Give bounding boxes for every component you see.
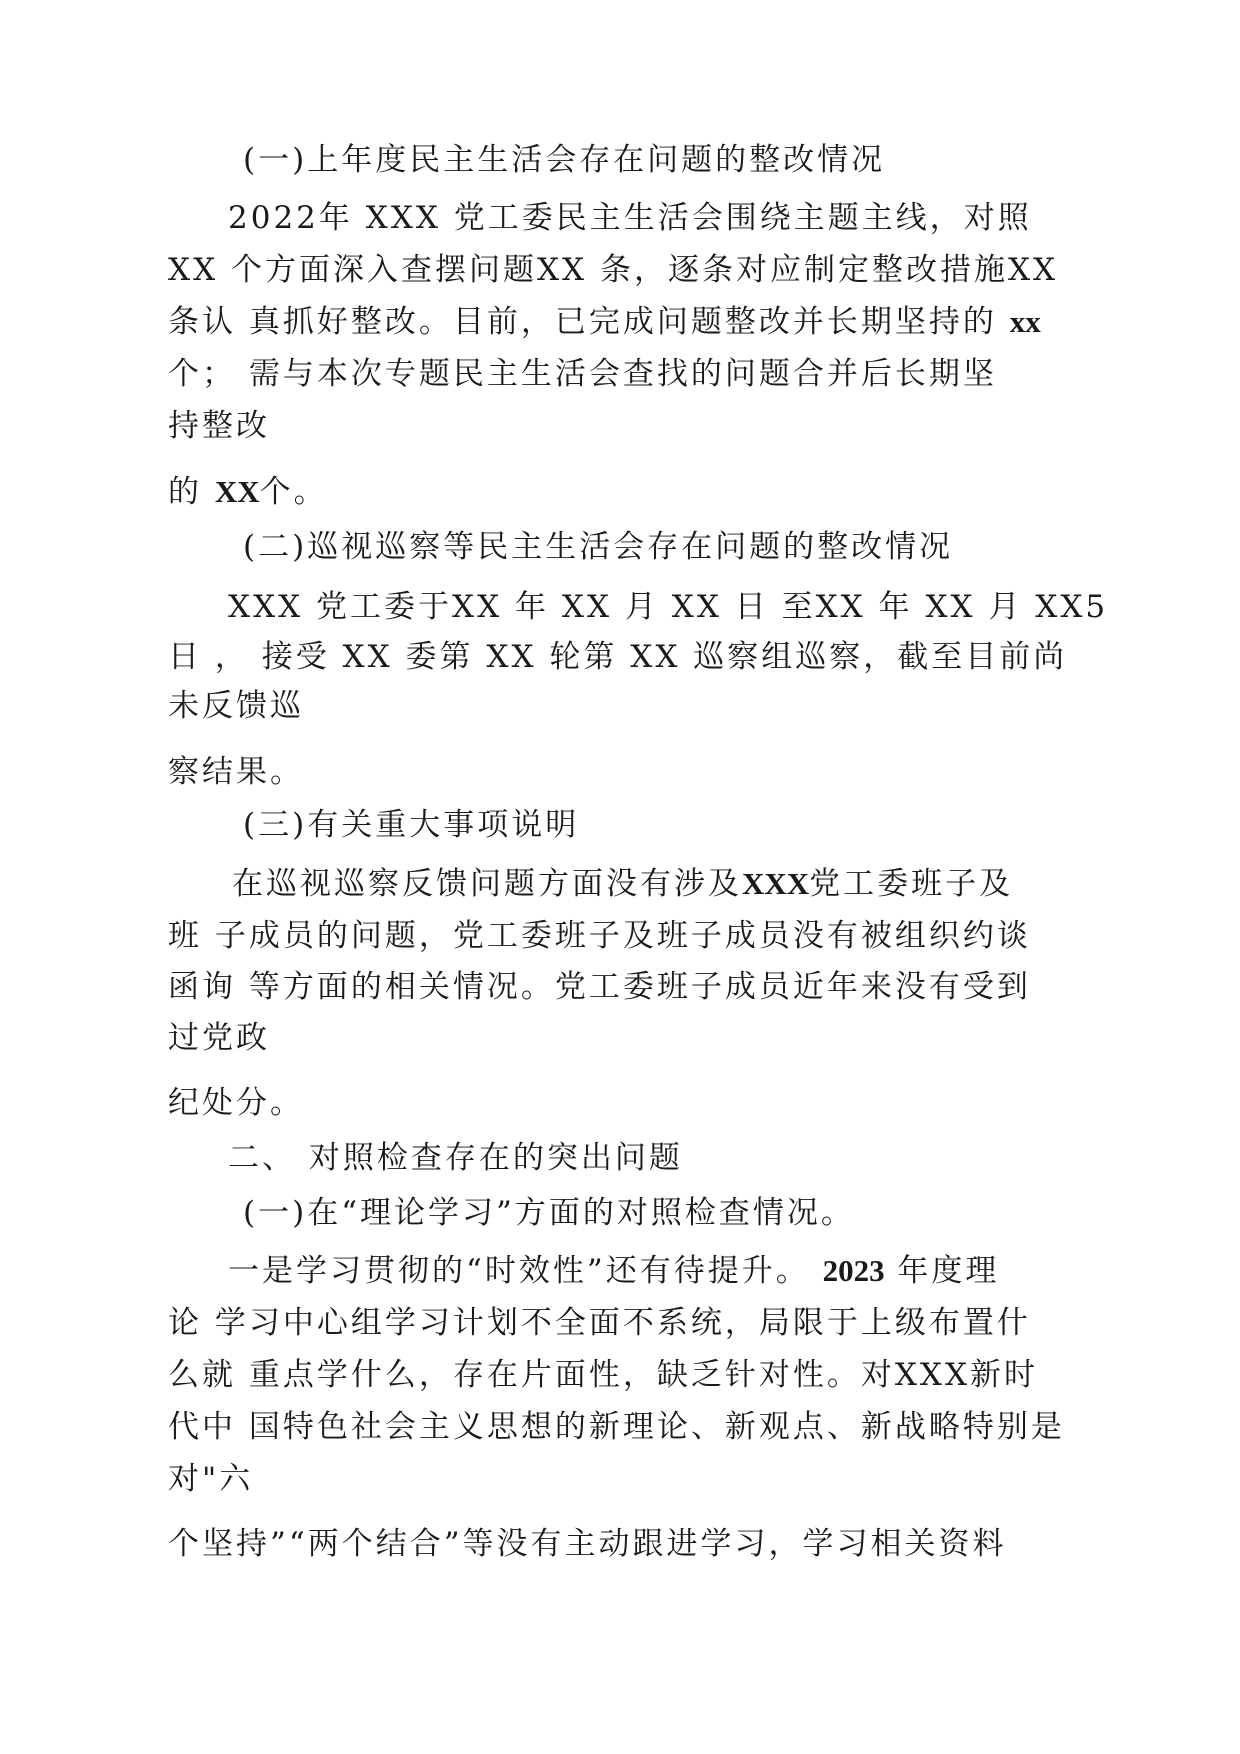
section1-line-3-text: 条认 真抓好整改。目前，已完成问题整改并长期坚持的 — [168, 304, 1010, 340]
part2-line-4: 代中 国特色社会主义思想的新理论、新观点、新战略特别是 — [168, 1409, 1065, 1445]
section1-line-1: 2022年 XXX 党工委民主生活会围绕主题主线，对照 — [228, 200, 1032, 236]
part2-line-1-post: 年度理 — [884, 1253, 1000, 1289]
section3-line-2: 班 子成员的问题，党工委班子及班子成员没有被组织约谈 — [168, 918, 1031, 954]
part2-line-1 — [228, 1251, 999, 1291]
section3-line-4: 过党政 — [168, 1020, 270, 1056]
section2-line-1: XXX 党工委于XX 年 XX 月 XX 日 至XX 年 XX 月 XX5 — [228, 589, 1109, 625]
section1-line-3 — [168, 302, 1041, 342]
section1-line-6-text: 的 — [168, 474, 215, 510]
part2-line-2: 论 学习中心组学习计划不全面不系统，局限于上级布置什 — [168, 1305, 1031, 1341]
section1-line-2: XX 个方面深入查摆问题XX 条，逐条对应制定整改措施XX — [168, 252, 1059, 288]
section2-heading: (二)巡视巡察等民主生活会存在问题的整改情况 — [243, 529, 954, 565]
section3-line-3: 函询 等方面的相关情况。党工委班子成员近年来没有受到 — [168, 969, 1031, 1005]
part2-line-6: 个坚持”“两个结合”等没有主动跟进学习，学习相关资料 — [168, 1526, 1007, 1562]
section3-line-1 — [232, 864, 1013, 904]
part2-subheading: (一)在“理论学习”方面的对照检查情况。 — [243, 1195, 855, 1231]
section3-line-1-pre: 在巡视巡察反馈问题方面没有涉及 — [232, 866, 742, 902]
part2-heading: 二、 对照检查存在的突出问题 — [228, 1140, 683, 1176]
part2-line-5: 对"六 — [168, 1461, 254, 1497]
bold-xx-upper: XX — [214, 474, 260, 509]
bold-2023: 2023 — [822, 1253, 885, 1288]
section1-tail: 个。 — [259, 474, 328, 510]
section1-line-5: 持整改 — [168, 408, 270, 444]
bold-xx-lower: xx — [1009, 304, 1041, 339]
section2-line-2: 日 ， 接受 XX 委第 XX 轮第 XX 巡察组巡察，截至目前尚 — [168, 639, 1068, 675]
section2-line-3: 未反馈巡 — [168, 688, 304, 724]
bold-xxx: XXX — [742, 866, 810, 901]
part2-line-1-pre: 一是学习贯彻的“时效性”还有待提升。 — [228, 1253, 823, 1289]
section1-line-4: 个； 需与本次专题民主生活会查找的问题合并后长期坚 — [168, 356, 997, 392]
part2-line-3: 么就 重点学什么，存在片面性，缺乏针对性。对XXX新时 — [168, 1357, 1039, 1393]
section3-heading: (三)有关重大事项说明 — [243, 807, 580, 843]
section3-line-5: 纪处分。 — [168, 1085, 304, 1121]
section2-line-4: 察结果。 — [168, 754, 304, 790]
section1-line-6 — [168, 472, 328, 512]
section1-heading: (一)上年度民主生活会存在问题的整改情况 — [243, 142, 886, 178]
section3-line-1-post: 党工委班子及 — [809, 866, 1014, 902]
